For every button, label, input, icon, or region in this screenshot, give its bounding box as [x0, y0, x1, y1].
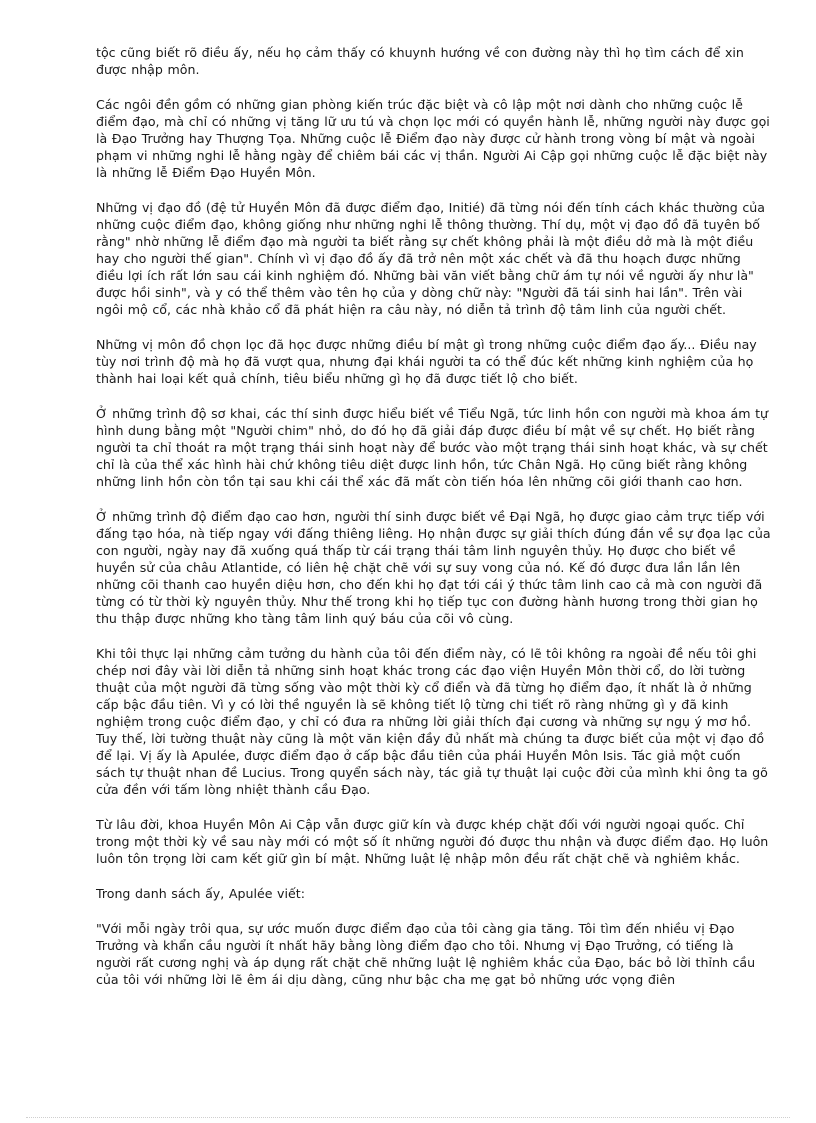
paragraph-10: "Với mỗi ngày trôi qua, sự ước muốn được điểm đạo của tôi càng gia tăng. Tôi tìm đến nhiều vị Đạo Trưởng và khẩn cầu người ít nhất hãy bằng lòng điểm đạo cho tôi. Nhưng vị Đạo Trưởng, có tiếng là người rất cương nghị và áp dụng rất chặt chẽ những luật lệ nghiêm khắc của Đạo, bác bỏ lời thỉnh cầu của tôi với những lời lẽ êm ái dịu dàng, cũng như bậc cha mẹ gạt bỏ những ước vọng điên — [96, 921, 756, 987]
paragraph-5: Ở những trình độ sơ khai, các thí sinh được hiểu biết về Tiểu Ngã, tức linh hồn con người mà khoa ám tự hình dung bằng một "Người chim" nhỏ, do đó họ đã giải đáp được điều bí mật về sự chết. Họ biết rằng người ta chỉ thoát ra một trạng thái sinh hoạt này để bước vào một trạng thái sinh hoạt khác, và sự chết chỉ là của thể xác hình hài chứ không tiêu diệt được linh hồn, tức Chân Ngã. Họ cũng biết rằng không những linh hồn còn tồn tại sau khi cái thể xác đã mất còn tiến hóa lên những cõi giới thanh cao hơn. — [96, 406, 769, 489]
paragraph-4: Những vị môn đồ chọn lọc đã học được những điều bí mật gì trong những cuộc điểm đạo ấy... Điều nay tùy nơi trình độ mà họ đã vượt qua, nhưng đại khái người ta có thể đúc kết những kinh nghiệm của họ thành hai loại kết quả chính, tiêu biểu những gì họ đã được tiết lộ cho biết. — [96, 337, 757, 386]
paragraph-6: Ở những trình độ điểm đạo cao hơn, người thí sinh được biết về Đại Ngã, họ được giao cảm trực tiếp với đấng tạo hóa, nà tiếp ngay với đấng thiêng liêng. Họ nhận được sự giải thích đúng đắn về sự đọa lạc của con người, ngày nay đã xuống quá thấp từ cái trạng thái tâm linh nguyên thủy. Họ được cho biết về huyền sử của châu Atlantide, có liên hệ chặt chẽ với sự suy vong của nó. Kế đó được đưa lần lần lên những cõi thanh cao huyền diệu hơn, cho đến khi họ đạt tới cái ý thức tâm linh cao cả mà con người đã từng có từ thời kỳ nguyên thủy. Như thế trong khi họ tiếp tục con đường hành hương trong thời gian họ thu thập được những kho tàng tâm linh quý báu của cõi vô cùng. — [96, 509, 771, 626]
page-bottom-divider — [26, 1117, 790, 1118]
paragraph-2: Các ngôi đền gồm có những gian phòng kiến trúc đặc biệt và cô lập một nơi dành cho những cuộc lễ điểm đạo, mà chỉ có những vị tăng lữ ưu tú và chọn lọc mới có quyền hành lễ, những người này được gọi là Đạo Trưởng hay Thượng Tọa. Những cuộc lễ Điểm đạo này được cử hành trong vòng bí mật và ngoài phạm vi những nghi lễ hằng ngày để chiêm bái các vị thần. Người Ai Cập gọi những cuộc lễ đặc biệt này là những lễ Điểm Đạo Huyền Môn. — [96, 97, 770, 180]
paragraph-8: Từ lâu đời, khoa Huyền Môn Ai Cập vẫn được giữ kín và được khép chặt đối với người ngoại quốc. Chỉ trong một thời kỳ về sau này mới có một số ít những người đó được thu nhận và được điểm đạo. Họ luôn luôn tôn trọng lời cam kết giữ gìn bí mật. Những luật lệ nhập môn đều rất chặt chẽ và nghiêm khắc. — [96, 817, 769, 866]
document-page — [96, 44, 772, 988]
paragraph-1: tộc cũng biết rõ điều ấy, nếu họ cảm thấy có khuynh hướng về con đường này thì họ tìm cách để xin được nhập môn. — [96, 45, 744, 77]
paragraph-7: Khi tôi thực lại những cảm tưởng du hành của tôi đến điểm này, có lẽ tôi không ra ngoài đề nếu tôi ghi chép nơi đây vài lời diễn tả những sinh hoạt khác trong các đạo viện Huyền Môn thời cổ, do lời tường thuật của một người đã từng sống vào một thời kỳ cổ điển và đã từng họ điểm đạo, ít nhất là ở những cấp bậc đầu tiên. Vì y có lời thề nguyền là sẽ không tiết lộ từng chi tiết rõ ràng những gì y đã kinh nghiệm trong cuộc điểm đạo, y chỉ có đưa ra những lời giải thích đại cương và những sự ngụ ý mơ hồ. Tuy thế, lời tường thuật này cũng là một văn kiện đầy đủ nhất mà chúng ta được biết của một vị đạo đồ để lại. Vị ấy là Apulée, được điểm đạo ở cấp bậc đầu tiên của phái Huyền Môn Isis. Tác giả một cuốn sách tự thuật nhan đề Lucius. Trong quyển sách này, tác giả tự thuật lại cuộc đời của mình khi ông ta gõ cửa đền với tấm lòng nhiệt thành cầu Đạo. — [96, 646, 768, 797]
paragraph-3: Những vị đạo đồ (đệ tử Huyền Môn đã được điểm đạo, Initié) đã từng nói đến tính cách khác thường của những cuộc điểm đạo, không giống như những nghi lễ thông thường. Thí dụ, một vị đạo đồ đã tuyên bố rằng" nhờ những lễ điểm đạo mà người ta biết rằng sự chết không phải là một điều dở mà là một điều hay cho người thế gian". Chính vì vị đạo đồ ấy đã trở nên một xác chết và đã thu hoạch được những điều lợi ích rất lớn sau cái kinh nghiệm đó. Những bài văn viết bằng chữ ám tự nói về người ấy như là" được hồi sinh", và y có thể thêm vào tên họ của y dòng chữ này: "Người đã tái sinh hai lần". Trên vài ngôi mộ cổ, các nhà khảo cổ đã phát hiện ra câu này, nó diễn tả trình độ tâm linh của người chết. — [96, 200, 765, 317]
paragraph-9: Trong danh sách ấy, Apulée viết: — [96, 886, 305, 901]
